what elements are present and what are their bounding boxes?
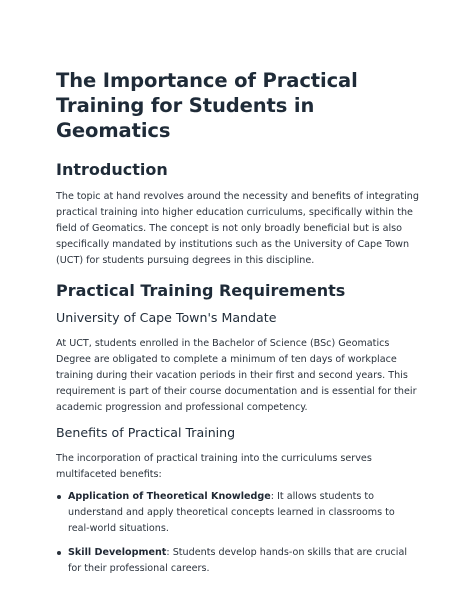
list-item-text: : Students develop hands-on skills that are crucial for their professional careers. [68,547,407,574]
list-item-label: Application of Theoretical Knowledge [68,491,271,502]
benefits-list [56,489,419,577]
uct-mandate-heading: University of Cape Town's Mandate [56,310,277,325]
requirements-heading: Practical Training Requirements [56,281,346,300]
benefits-intro-paragraph: The incorporation of practical training into the curriculums serves multifaceted benefits: [56,453,372,480]
list-item-text: : It allows students to understand and apply theoretical concepts learned in classrooms to real-world situations. [68,491,395,534]
uct-mandate-paragraph: At UCT, students enrolled in the Bachelor of Science (BSc) Geomatics Degree are obligated to complete a minimum of ten days of workplace training during their vacation periods in their first and second years. This requirement is part of their course documentation and is essential for their academic progression and professional competency. [56,338,417,413]
bullet-icon [57,495,61,499]
benefits-heading: Benefits of Practical Training [56,425,236,440]
introduction-paragraph: The topic at hand revolves around the necessity and benefits of integrating practical training into higher education curriculums, specifically within the field of Geomatics. The concept is not only broadly beneficial but is also specifically mandated by institutions such as the University of Cape Town (UCT) for students pursuing degrees in this discipline. [56,191,419,266]
document-title: The Importance of Practical Training for Students in Geomatics [56,69,358,142]
introduction-heading: Introduction [56,160,168,179]
list-item-label: Skill Development [68,547,167,558]
list-item [56,489,419,537]
bullet-icon [57,551,61,555]
list-item [56,545,419,577]
